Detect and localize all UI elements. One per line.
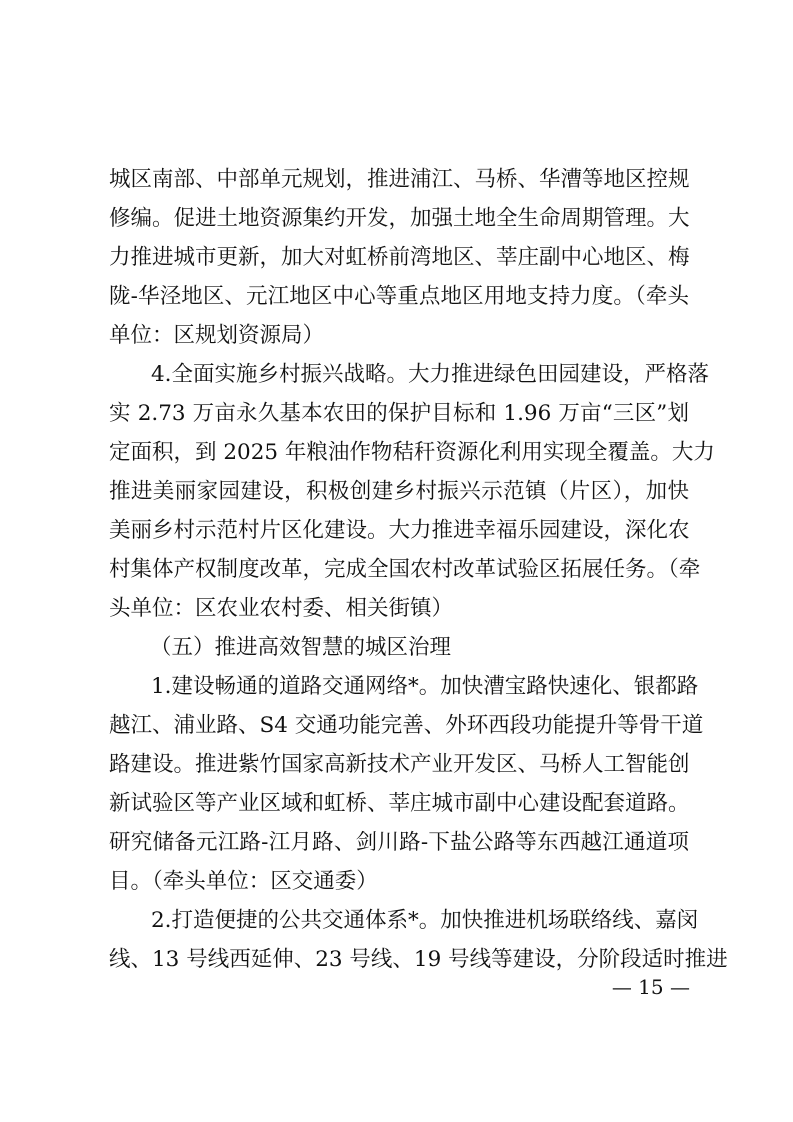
body-line-3: 力推进城市更新，加大对虹桥前湾地区、莘庄副中心地区、梅 [109, 245, 690, 270]
body-line-21: 线、13 号线西延伸、23 号线、19 号线等建设，分阶段适时推进 [109, 947, 728, 972]
body-line-1: 城区南部、中部单元规划，推进浦江、马桥、华漕等地区控规 [109, 167, 690, 192]
body-line-15: 越江、浦业路、S4 交通功能完善、外环西段功能提升等骨干道 [109, 713, 704, 738]
body-line-2: 修编。促进土地资源集约开发，加强土地全生命周期管理。大 [109, 206, 690, 231]
body-line-19: 目。（牵头单位：区交通委） [109, 869, 378, 894]
body-line-17: 新试验区等产业区域和虹桥、莘庄城市副中心建设配套道路。 [109, 791, 690, 816]
body-line-7: 实 2.73 万亩永久基本农田的保护目标和 1.96 万亩“三区”划 [109, 401, 689, 426]
section-heading: （五）推进高效智慧的城区治理 [150, 635, 452, 660]
body-line-6: 4.全面实施乡村振兴战略。大力推进绿色田园建设，严格落 [151, 362, 710, 387]
body-line-11: 村集体产权制度改革，完成全国农村改革试验区拓展任务。（牵 [109, 557, 701, 582]
body-line-12: 头单位：区农业农村委、相关街镇） [109, 596, 454, 621]
page-number: — 15 — [611, 975, 690, 999]
body-line-5: 单位：区规划资源局） [109, 323, 325, 348]
body-line-14: 1.建设畅通的道路交通网络*。加快漕宝路快速化、银都路 [151, 674, 699, 699]
body-line-9: 推进美丽家园建设，积极创建乡村振兴示范镇（片区），加快 [109, 479, 689, 504]
body-line-16: 路建设。推进紫竹国家高新技术产业开发区、马桥人工智能创 [109, 752, 690, 777]
body-line-20: 2.打造便捷的公共交通体系*。加快推进机场联络线、嘉闵 [151, 908, 699, 933]
body-line-18: 研究储备元江路-江月路、剑川路-下盐公路等东西越江通道项 [109, 830, 689, 855]
body-line-10: 美丽乡村示范村片区化建设。大力推进幸福乐园建设，深化农 [109, 518, 690, 543]
body-line-4: 陇-华泾地区、元江地区中心等重点地区用地支持力度。（牵头 [109, 284, 689, 309]
body-line-8: 定面积，到 2025 年粮油作物秸秆资源化利用实现全覆盖。大力 [109, 440, 715, 465]
